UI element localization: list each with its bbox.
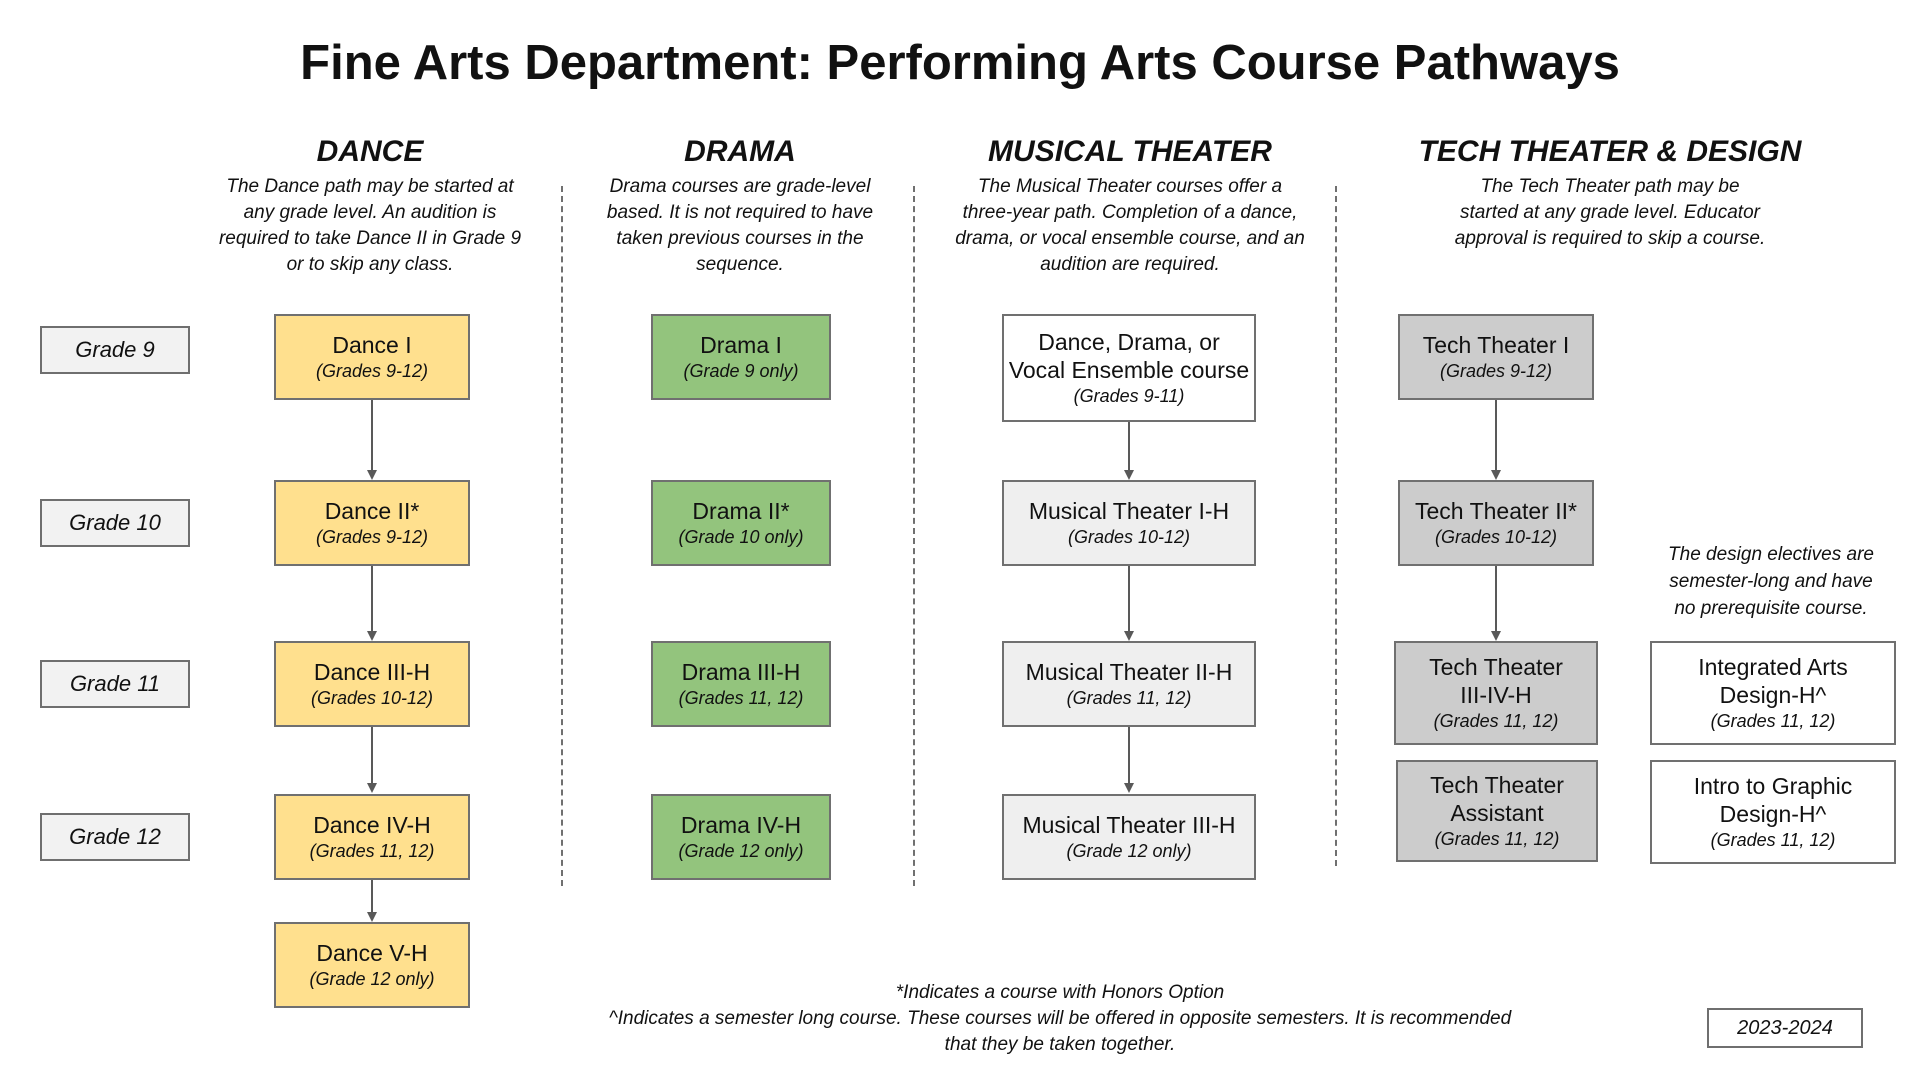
course-name: Drama II* (692, 498, 790, 524)
desc-line: The Dance path may be started at (226, 176, 514, 197)
course-name: Assistant (1450, 800, 1544, 826)
desc-line: any grade level. An audition is (243, 202, 497, 223)
course-name: Musical Theater I-H (1028, 498, 1230, 524)
course-name: Drama III-H (681, 659, 801, 685)
course-grades: (Grade 12 only) (309, 969, 435, 989)
course-grades: (Grades 10-12) (1434, 527, 1558, 547)
course-grades: (Grades 9-12) (1439, 361, 1553, 381)
page-title: Fine Arts Department: Performing Arts Course Pathways (300, 36, 1620, 90)
footnote-semester-cont: that they be taken together. (944, 1034, 1176, 1055)
course-grades: (Grades 11, 12) (1066, 688, 1192, 708)
desc-line: based. It is not required to have (606, 202, 874, 223)
course-name: Intro to Graphic (1693, 773, 1853, 799)
course-name: Musical Theater III-H (1022, 812, 1236, 838)
footnote-honors: *Indicates a course with Honors Option (895, 982, 1225, 1003)
course-tech-1 (1398, 314, 1594, 400)
course-name: Dance IV-H (313, 812, 431, 838)
desc-line: The Musical Theater courses offer a (977, 176, 1283, 197)
course-graphic-design (1650, 760, 1896, 864)
desc-line: approval is required to skip a course. (1454, 228, 1766, 249)
course-name: Dance I (332, 332, 412, 358)
course-grades: (Grades 10-12) (310, 688, 434, 708)
course-grades: (Grade 10 only) (678, 527, 804, 547)
course-tech-assistant (1396, 760, 1598, 862)
course-tech-3-4 (1394, 641, 1598, 745)
course-grades: (Grades 9-11) (1073, 386, 1185, 406)
footnotes (460, 980, 1660, 1058)
course-name: Integrated Arts (1698, 654, 1848, 680)
course-integrated-arts (1650, 641, 1896, 745)
note-line: no prerequisite course. (1674, 598, 1868, 619)
course-name: Tech Theater (1430, 772, 1564, 798)
course-dance-5 (274, 922, 470, 1008)
course-name: Dance III-H (313, 659, 431, 685)
course-dance-4 (274, 794, 470, 880)
course-grades: (Grades 11, 12) (1433, 711, 1559, 731)
tech-heading: TECH THEATER & DESIGN (1418, 135, 1802, 168)
desc-line: taken previous courses in the (616, 228, 864, 249)
course-name: Dance V-H (316, 940, 428, 966)
grade-label-9: Grade 9 (40, 326, 190, 374)
course-drama-1 (651, 314, 831, 400)
footnote-semester: ^Indicates a semester long course. These courses will be offered in opposite semesters. It is recommended (608, 1008, 1512, 1029)
course-mt-2 (1002, 641, 1256, 727)
desc-line: or to skip any class. (286, 254, 454, 275)
course-grades: (Grade 12 only) (678, 841, 804, 861)
course-grades: (Grade 12 only) (1066, 841, 1192, 861)
course-grades: (Grades 9-12) (315, 527, 429, 547)
course-name: Tech Theater II* (1415, 498, 1577, 524)
course-dance-2 (274, 480, 470, 566)
course-name: Drama IV-H (680, 812, 802, 838)
desc-line: three-year path. Completion of a dance, (962, 202, 1298, 223)
course-mt-3 (1002, 794, 1256, 880)
course-grades: (Grade 9 only) (683, 361, 799, 381)
course-name: Design-H^ (1719, 682, 1827, 708)
course-grades: (Grades 9-12) (315, 361, 429, 381)
course-dance-3 (274, 641, 470, 727)
course-grades: (Grades 11, 12) (1710, 711, 1836, 731)
dance-heading: DANCE (316, 135, 424, 168)
course-name: Dance, Drama, or (1038, 329, 1220, 355)
grade-label-10: Grade 10 (40, 499, 190, 547)
course-grades: (Grades 11, 12) (1710, 830, 1836, 850)
course-mt-1 (1002, 480, 1256, 566)
desc-line: started at any grade level. Educator (1460, 202, 1760, 223)
course-drama-2 (651, 480, 831, 566)
grade-label-12: Grade 12 (40, 813, 190, 861)
course-name: Musical Theater II-H (1025, 659, 1233, 685)
course-name: Tech Theater I (1422, 332, 1570, 358)
course-mt-prereq (1002, 314, 1256, 422)
year-label: 2023-2024 (1707, 1008, 1863, 1048)
drama-heading: DRAMA (684, 135, 796, 168)
desc-line: Drama courses are grade-level (609, 176, 871, 197)
course-name: Drama I (700, 332, 782, 358)
note-line: semester-long and have (1669, 571, 1873, 592)
course-name: Dance II* (324, 498, 420, 524)
course-name: Vocal Ensemble course (1008, 357, 1250, 383)
course-dance-1 (274, 314, 470, 400)
course-name: Design-H^ (1719, 801, 1827, 827)
desc-line: required to take Dance II in Grade 9 (218, 228, 522, 249)
desc-line: sequence. (696, 254, 784, 275)
course-grades: (Grades 11, 12) (678, 688, 804, 708)
musical-theater-heading: MUSICAL THEATER (988, 135, 1272, 168)
desc-line: The Tech Theater path may be (1480, 176, 1740, 197)
course-drama-4 (651, 794, 831, 880)
course-tech-2 (1398, 480, 1594, 566)
course-grades: (Grades 11, 12) (309, 841, 435, 861)
course-name: III-IV-H (1460, 682, 1532, 708)
grade-label-11: Grade 11 (40, 660, 190, 708)
note-line: The design electives are (1668, 544, 1874, 565)
design-note (1636, 541, 1906, 622)
course-grades: (Grades 10-12) (1067, 527, 1191, 547)
desc-line: audition are required. (1040, 254, 1220, 275)
desc-line: drama, or vocal ensemble course, and an (955, 228, 1305, 249)
course-name: Tech Theater (1429, 654, 1563, 680)
course-grades: (Grades 11, 12) (1434, 829, 1560, 849)
course-drama-3 (651, 641, 831, 727)
